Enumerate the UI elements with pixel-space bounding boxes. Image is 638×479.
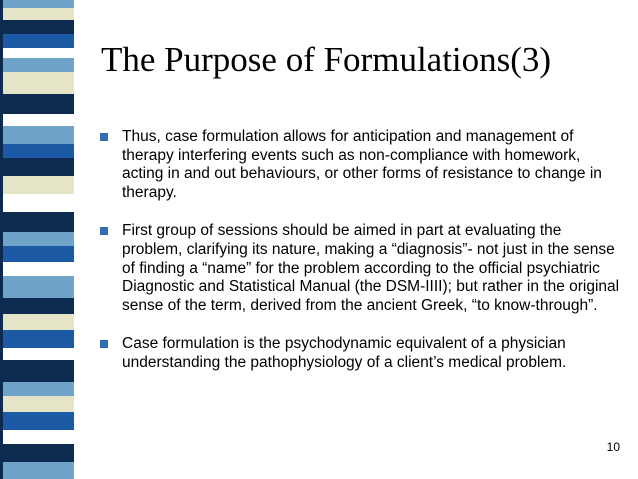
square-bullet-icon: [100, 227, 108, 235]
bullet-item: [100, 335, 620, 372]
bullet-list: [100, 128, 620, 373]
square-bullet-icon: [100, 133, 108, 141]
bullet-item: [100, 128, 620, 202]
bullet-text: First group of sessions should be aimed in part at evaluating the problem, clarifying its nature, making a “diagnosis”- not just in the sense of finding a “name” for the problem according to the official psychiatric Diagnostic and Statistical Manual (the DSM-IIII); but rather in the original sense of the term, derived from the ancient Greek, “to know-through”.: [122, 222, 620, 314]
bullet-item: [100, 222, 620, 315]
slide-title: The Purpose of Formulations(3): [101, 40, 552, 79]
bullet-text: Case formulation is the psychodynamic equivalent of a physician understanding the pathophysiology of a client’s medical problem.: [122, 335, 567, 371]
square-bullet-icon: [100, 340, 108, 348]
page-number: 10: [606, 440, 620, 454]
bullet-text: Thus, case formulation allows for anticipation and management of therapy interfering events such as non-compliance with homework, acting in and out behaviours, or other forms of resistance to change in therapy.: [122, 128, 602, 201]
decorative-stripe: [0, 0, 74, 479]
